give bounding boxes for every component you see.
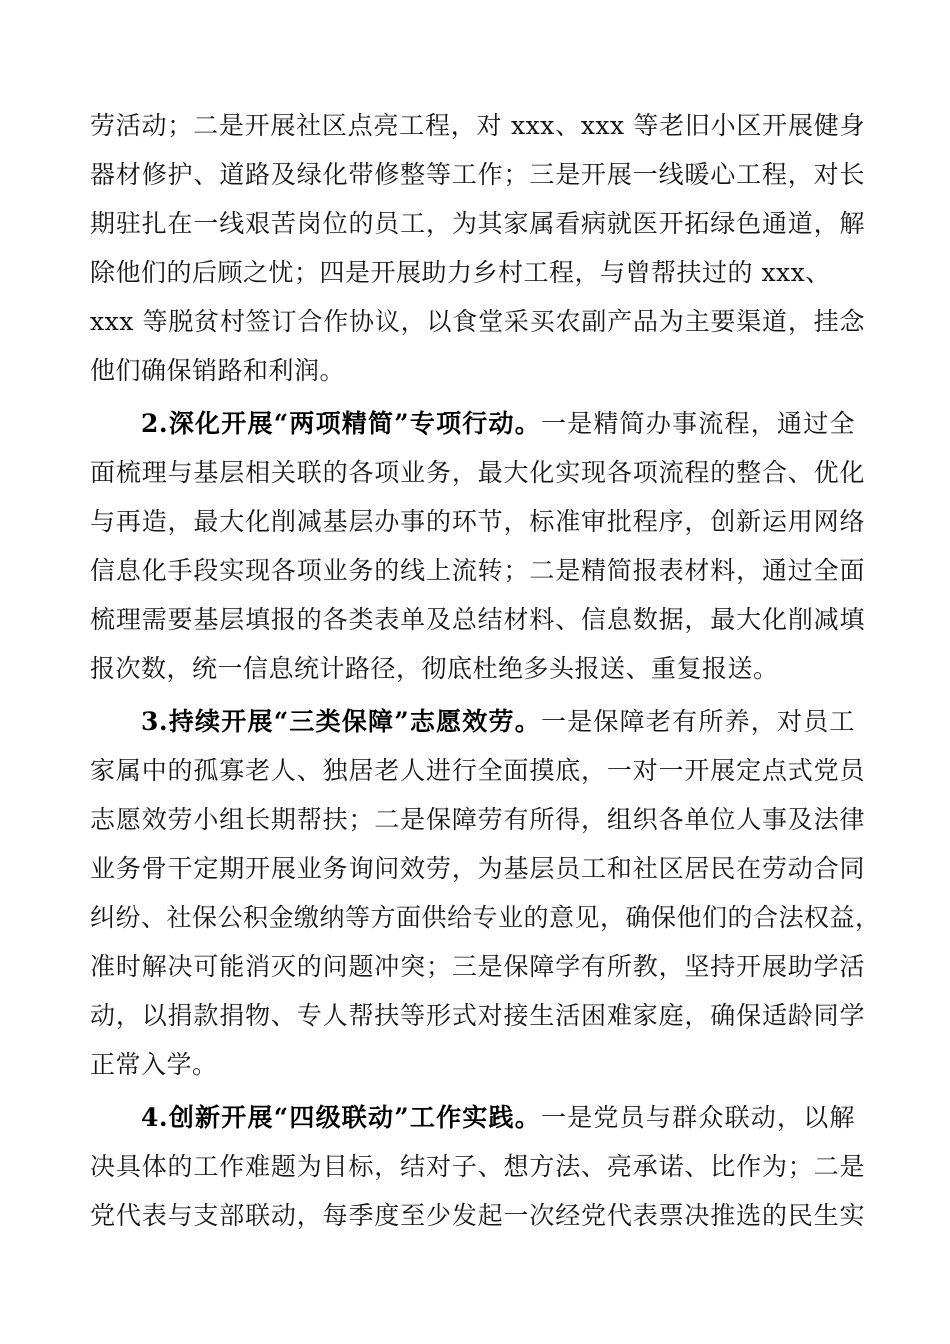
section-first-line-text: 一是党员与群众联动，以解 [540,1103,855,1132]
body-line: 志愿效劳小组长期帮扶；二是保障劳有所得，组织各单位人事及法律 [90,805,865,834]
body-line: 动，以捐款捐物、专人帮扶等形式对接生活困难家庭，确保适龄同学 [90,1001,865,1030]
body-line: 正常入学。 [90,1050,218,1079]
body-line: 与再造，最大化削减基层办事的环节，标准审批程序，创新运用网络 [90,507,865,536]
section-heading: 4.创新开展“四级联动”工作实践。 [141,1103,541,1132]
body-line: 他们确保销路和利润。 [90,356,346,385]
section-heading: 3.持续开展“三类保障”志愿效劳。 [141,707,541,736]
body-line: 业务骨干定期开展业务询问效劳，为基层员工和社区居民在劳动合同 [90,854,865,883]
body-line: 决具体的工作难题为目标，结对子、想方法、亮承诺、比作为；二是 [90,1152,865,1181]
body-line: 梳理需要基层填报的各类表单及总结材料、信息数据，最大化削减填 [90,605,865,634]
body-line: 器材修护、道路及绿化带修整等工作；三是开展一线暖心工程，对长 [90,160,865,189]
body-line: 党代表与支部联动，每季度至少发起一次经党代表票决推选的民生实 [90,1201,865,1230]
section-first-line [141,1094,855,1142]
body-line: 信息化手段实现各项业务的线上流转；二是精简报表材料，通过全面 [90,556,865,585]
body-line: 纠纷、社保公积金缴纳等方面供给专业的意见，确保他们的合法权益， [90,903,881,932]
section-first-line-text: 一是保障老有所养，对员工 [540,707,855,736]
section-heading: 2.深化开展“两项精简”专项行动。 [141,409,541,438]
body-line: 除他们的后顾之忧；四是开展助力乡村工程，与曾帮扶过的 xxx、 [90,258,831,287]
body-line: 劳活动；二是开展社区点亮工程，对 xxx、xxx 等老旧小区开展健身 [90,111,865,140]
body-line: 报次数，统一信息统计路径，彻底杜绝多头报送、重复报送。 [90,654,779,683]
body-line: xxx 等脱贫村签订合作协议，以食堂采买农副产品为主要渠道，挂念 [90,307,865,336]
section-first-line [141,698,855,746]
body-line: 期驻扎在一线艰苦岗位的员工，为其家属看病就医开拓绿色通道，解 [90,209,865,238]
section-first-line-text: 一是精简办事流程，通过全 [540,409,855,438]
body-line: 准时解决可能消灭的问题冲突；三是保障学有所教，坚持开展助学活 [90,952,865,981]
body-line: 面梳理与基层相关联的各项业务，最大化实现各项流程的整合、优化 [90,458,865,487]
section-first-line [141,400,855,448]
body-line: 家属中的孤寡老人、独居老人进行全面摸底，一对一开展定点式党员 [90,756,865,785]
